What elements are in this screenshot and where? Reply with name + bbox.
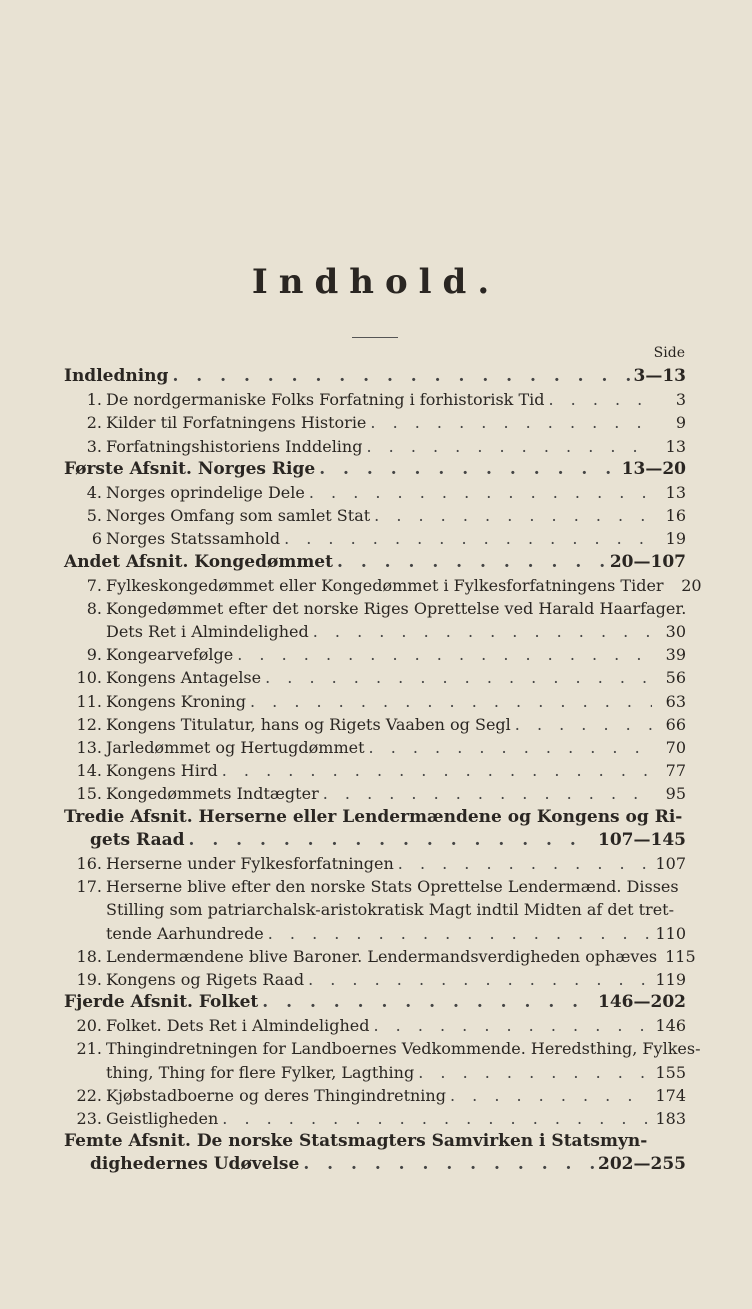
dot-leader [188, 829, 594, 852]
dot-leader [303, 1153, 594, 1176]
toc-entry-number: 11. [76, 691, 102, 711]
toc-entry-title: Andet Afsnit. Kongedømmet [64, 551, 333, 572]
toc-entry-title: Fjerde Afsnit. Folket [64, 992, 259, 1013]
dot-leader [308, 968, 651, 991]
toc-entry [64, 898, 686, 921]
toc-entry-title: Folket. Dets Ret i Almindelighed [106, 1016, 370, 1036]
toc-entry-title: dighedernes Udøvelse [90, 1154, 300, 1175]
toc-page-number: 39 [665, 645, 686, 665]
toc-page-number: 146—202 [598, 992, 686, 1013]
dot-leader [450, 1084, 651, 1107]
toc-entry-number: 10. [76, 668, 102, 688]
toc-entry [64, 574, 702, 597]
toc-page-number: 19 [665, 529, 686, 549]
toc-entry-number: 14. [76, 761, 102, 781]
toc-entry-title: Norges Omfang som samlet Stat [106, 506, 371, 526]
toc-entry [64, 759, 686, 782]
toc-entry-title: Kongens Antagelse [106, 668, 262, 688]
toc-entry-title: Dets Ret i Almindelighed [106, 622, 309, 642]
dot-leader [309, 481, 652, 504]
toc-entry-number: 8. [86, 598, 102, 618]
toc-entry-number: 1. [86, 390, 102, 410]
toc-page-number: 183 [655, 1109, 686, 1128]
toc-page-number: 20—107 [609, 551, 686, 572]
toc-page-number: 70 [665, 738, 686, 757]
toc-entry-title: Thingindretningen for Landboernes Vedkommende. Heredsthing, Fylkes- [106, 1039, 701, 1059]
toc-entry-title: Kongearvefølge [106, 645, 234, 665]
page-title: Indhold. [251, 262, 501, 302]
toc-entry-title: Indledning [64, 366, 169, 386]
toc-entry-title: De nordgermaniske Folks Forfatning i forhistorisk Tid [106, 390, 545, 410]
toc-entry-number: 4. [86, 482, 102, 502]
toc-entry-title: Herserne blive efter den norske Stats Oprettelse Lendermænd. Disses [106, 877, 679, 897]
toc-entry [64, 388, 686, 411]
toc-page-number: 13—20 [621, 458, 686, 479]
toc-page-number: 56 [665, 668, 686, 688]
dot-leader [262, 991, 594, 1014]
toc-section-heading [64, 458, 686, 481]
dot-leader [369, 736, 652, 759]
toc-entry-number: 23. [76, 1109, 102, 1128]
dot-leader [373, 1014, 651, 1037]
toc-entry-title: Femte Afsnit. De norske Statsmagters Samvirken i Statsmyn- [64, 1131, 648, 1152]
toc-entry-number: 5. [86, 506, 102, 526]
toc-entry-title: tende Aarhundrede [106, 923, 264, 943]
toc-entry-number: 7. [86, 575, 102, 595]
toc-entry [64, 597, 686, 620]
toc-entry-title: Norges oprindelige Dele [106, 482, 305, 502]
toc-page-number: 107—145 [598, 829, 686, 850]
toc-page-number: 9 [675, 413, 686, 433]
toc-entry [64, 782, 686, 805]
toc-entry-title: Kongedømmets Indtægter [106, 784, 319, 804]
toc-entry [64, 736, 686, 759]
dot-leader [548, 388, 652, 411]
toc-page-number: 30 [665, 622, 686, 642]
toc-page-number: 146 [655, 1016, 686, 1036]
dot-leader [237, 643, 652, 666]
dot-leader [418, 1061, 651, 1084]
toc-entry-title: Geistligheden [106, 1109, 219, 1128]
toc-entry [64, 411, 686, 434]
toc-entry [64, 690, 686, 713]
toc-entry-title: Stilling som patriarchalsk-aristokratisk Magt indtil Midten af det tret- [106, 900, 674, 920]
toc-page-number: 3 [675, 390, 686, 410]
toc-entry [64, 945, 696, 968]
dot-leader [366, 435, 652, 458]
toc-entry [64, 852, 686, 875]
toc-entry-title: Herserne under Fylkesforfatningen [106, 853, 394, 873]
toc-entry-number: 18. [76, 946, 102, 966]
toc-entry-number: 12. [76, 714, 102, 734]
toc-entry [64, 922, 686, 945]
toc-page-number: 119 [655, 969, 686, 989]
dot-leader [250, 690, 652, 713]
toc-entry-number: 3. [86, 436, 102, 456]
dot-leader [337, 551, 606, 574]
toc-entry-title: gets Raad [90, 829, 185, 850]
toc-section-heading [64, 829, 686, 852]
toc-entry-title: Norges Statssamhold [106, 529, 281, 549]
toc-section-heading [64, 1130, 686, 1153]
toc-page-number: 202—255 [598, 1154, 686, 1175]
dot-leader [222, 759, 652, 782]
toc-entry-number: 19. [76, 969, 102, 989]
toc-entry-number: 6 [91, 529, 102, 549]
toc-entry-title: Kilder til Forfatningens Historie [106, 413, 367, 433]
toc-entry [64, 435, 686, 458]
toc-entry [64, 527, 686, 550]
toc-entry-number: 16. [76, 853, 102, 873]
toc-entry [64, 968, 686, 991]
toc-page-number: 107 [655, 853, 686, 873]
dot-leader [374, 504, 652, 527]
dot-leader [268, 922, 652, 945]
dot-leader [319, 458, 617, 481]
toc-page-number: 3—13 [633, 366, 686, 386]
toc-page-number: 13 [665, 482, 686, 502]
toc-section-heading [64, 806, 686, 829]
toc-entry [64, 713, 686, 736]
toc-page-number: 20 [681, 575, 702, 595]
toc-page-number: 95 [665, 784, 686, 804]
toc-section-heading [64, 365, 686, 388]
toc-entry-title: Kongedømmet efter det norske Riges Oprettelse ved Harald Haarfager. [106, 598, 687, 618]
toc-entry-title: Lendermændene blive Baroner. Lendermandsverdigheden ophæves [106, 946, 658, 966]
toc-page-number: 16 [665, 506, 686, 526]
toc-page-number: 155 [655, 1062, 686, 1082]
toc-entry [64, 1084, 686, 1107]
toc-entry [64, 1037, 701, 1060]
dot-leader [222, 1107, 651, 1130]
toc-page-number: 77 [665, 761, 686, 781]
dot-leader [313, 620, 652, 643]
dot-leader [323, 782, 652, 805]
toc-entry-number: 21. [76, 1039, 102, 1059]
toc-page-number: 66 [665, 714, 686, 734]
toc-section-heading [64, 1153, 686, 1176]
toc-entry [64, 1014, 686, 1037]
toc-page-number: 110 [655, 923, 686, 943]
toc-entry [64, 875, 686, 898]
toc-entry-title: Fylkeskongedømmet eller Kongedømmet i Fylkesforfatningens Tider [106, 575, 664, 595]
toc-entry [64, 1061, 686, 1084]
toc-entry-title: Kongens Kroning [106, 691, 246, 711]
dot-leader [284, 527, 652, 550]
toc-entry-title: Første Afsnit. Norges Rige [64, 458, 316, 479]
toc-entry-title: Kjøbstadboerne og deres Thingindretning [106, 1085, 446, 1105]
page-column-label: Side [653, 345, 685, 361]
toc-entry-number: 9. [86, 645, 102, 665]
toc-section-heading [64, 551, 686, 574]
toc-entry [64, 666, 686, 689]
toc-section-heading [64, 991, 686, 1014]
toc-entry-number: 15. [76, 784, 102, 804]
toc-entry [64, 643, 686, 666]
toc-entry-number: 2. [86, 413, 102, 433]
toc-entry-number: 20. [76, 1016, 102, 1036]
toc-entry [64, 620, 686, 643]
dot-leader [370, 411, 652, 434]
toc-entry-title: Kongens Titulatur, hans og Rigets Vaaben og Segl [106, 714, 511, 734]
toc-entry-title: thing, Thing for flere Fylker, Lagthing [106, 1062, 415, 1082]
toc-entry [64, 481, 686, 504]
title-divider [352, 337, 398, 338]
toc-entry-title: Kongens og Rigets Raad [106, 969, 305, 989]
toc-entry [64, 504, 686, 527]
toc-page-number: 174 [655, 1085, 686, 1105]
toc-page-number: 63 [665, 691, 686, 711]
toc-entry-number: 17. [76, 877, 102, 897]
toc-page-number: 13 [665, 436, 686, 456]
toc-entry-number: 22. [76, 1085, 102, 1105]
toc-entry-number: 13. [76, 738, 102, 757]
toc-page-number: 115 [665, 946, 696, 966]
dot-leader [172, 365, 629, 388]
dot-leader [398, 852, 652, 875]
toc-entry [64, 1107, 686, 1130]
toc-entry-title: Kongens Hird [106, 761, 218, 781]
table-of-contents [64, 365, 702, 1177]
toc-entry-title: Jarledømmet og Hertugdømmet [106, 738, 365, 757]
toc-entry-title: Tredie Afsnit. Herserne eller Lendermændene og Kongens og Ri- [64, 806, 683, 827]
dot-leader [515, 713, 652, 736]
dot-leader [265, 666, 652, 689]
toc-entry-title: Forfatningshistoriens Inddeling [106, 436, 363, 456]
